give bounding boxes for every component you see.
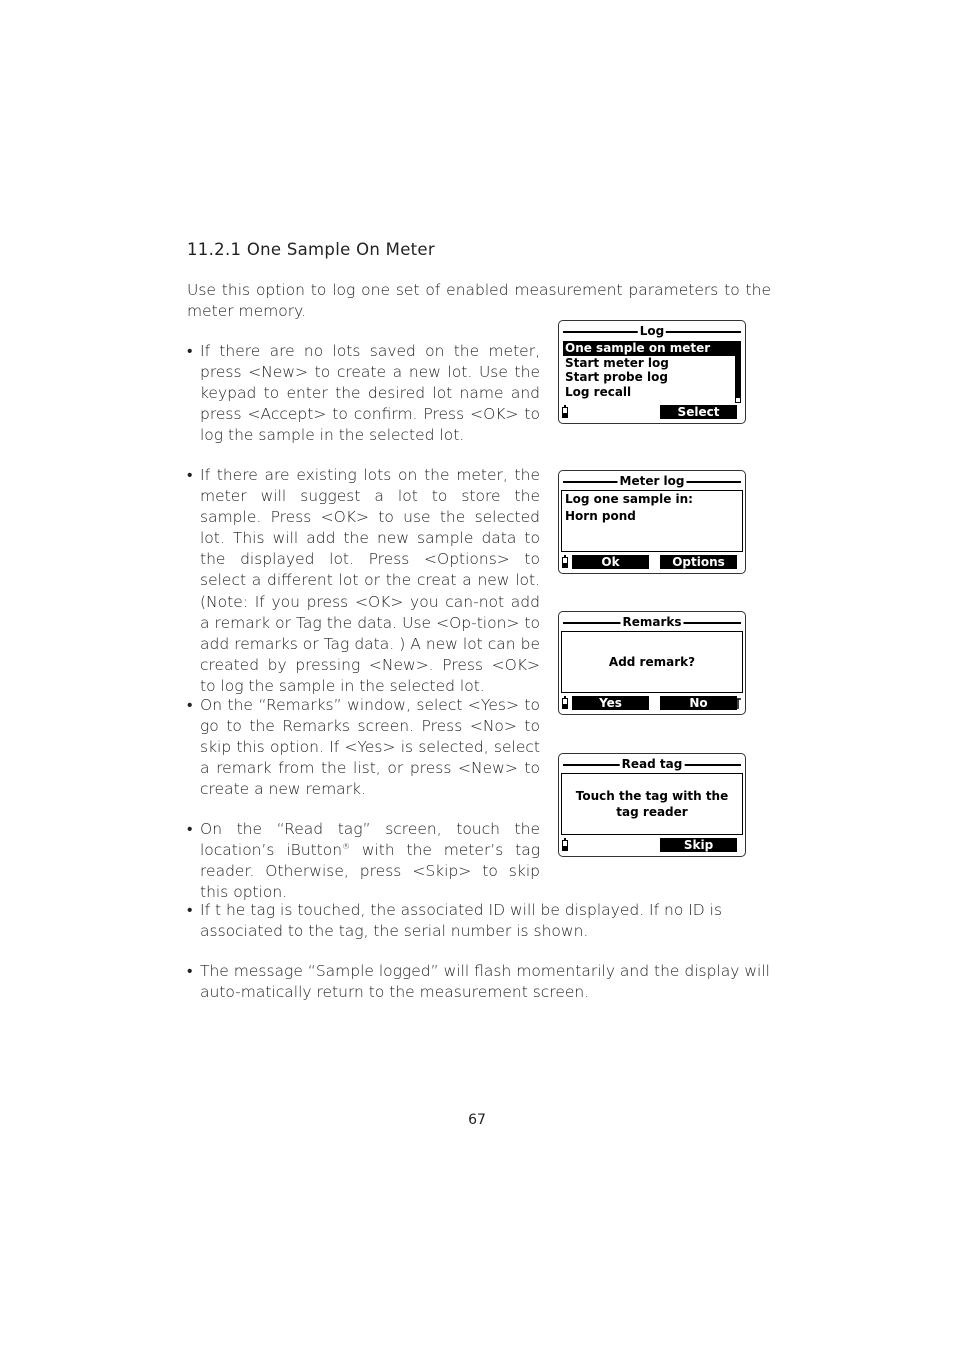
menu-item-start-probe-log[interactable]: Start probe log (565, 370, 668, 384)
bullet-glyph: • (187, 901, 193, 919)
lcd-message: Add remark? (608, 655, 696, 669)
bullet-text-after: with the meter’s tag reader. Otherwise, press <Skip> to skip this option. (200, 841, 540, 902)
bullet-glyph: • (187, 342, 193, 360)
softkey-no[interactable]: No (660, 696, 737, 710)
softkey-select[interactable]: Select (660, 405, 737, 419)
lcd-title-bar (563, 473, 741, 489)
bullet-glyph: • (187, 820, 193, 838)
lcd-log-screen (558, 320, 746, 424)
lcd-title-bar (563, 323, 741, 339)
log-menu-list (563, 341, 735, 399)
lcd-title: Remarks (622, 615, 682, 629)
registered-mark: ® (342, 841, 351, 851)
menu-item-log-recall[interactable]: Log recall (565, 384, 632, 399)
bullet-read-tag (187, 819, 540, 903)
menu-item-start-meter-log[interactable]: Start meter log (565, 355, 669, 370)
bullet-glyph: • (187, 696, 193, 714)
bullet-text: If t he tag is touched, the associated ID will be displayed. If no ID is associated to the tag, the serial number is shown. (200, 901, 723, 941)
lcd-meter-log-screen (558, 470, 746, 574)
lcd-title: Log (639, 324, 665, 338)
intro-paragraph: Use this option to log one set of enabled measurement parameters to the meter memory. (187, 281, 771, 320)
bullet-text: If there are no lots saved on the meter, press <New> to create a new lot. Use the keypad to enter the desired lot name and press <Accept> to confirm. Press <OK> to log the sample in the selected lot. (200, 342, 540, 445)
bullet-text: If there are existing lots on the meter, the meter will suggest a lot to store the sample. Press <OK> to use the selected lot. This will add the new sample data to the displayed lot. Press <Options> to select a different lot or the creat a new lot. (Note: If you press <OK> you can-not add a remark or Tag the data. Use <Op-tion> to add remarks or Tag data. ) A new lot can be created by pressing <New>. Press <OK> to log the sample in the selected lot. (200, 466, 540, 695)
lcd-read-tag-screen (558, 753, 746, 857)
lcd-line: Log one sample in: (565, 492, 693, 506)
probe-icon (734, 698, 742, 710)
menu-item-one-sample[interactable]: One sample on meter (563, 341, 735, 356)
softkey-skip[interactable]: Skip (660, 838, 737, 852)
bullet-text (200, 819, 540, 903)
bullet-text: On the “Remarks” window, select <Yes> to go to the Remarks screen. Press <No> to skip this option. If <Yes> is selected, select a remark from the list, or press <New> to create a new remark. (200, 696, 540, 799)
lcd-title-bar (563, 756, 741, 772)
bullet-glyph: • (187, 466, 193, 484)
bullet-text: The message “Sample logged” will flash momentarily and the display will auto-matically return to the measurement screen. (200, 962, 770, 1002)
page-number: 67 (468, 1112, 486, 1128)
lcd-line: tag reader (616, 805, 688, 819)
lot-name: Horn pond (565, 509, 636, 523)
softkey-ok[interactable]: Ok (572, 555, 649, 569)
lcd-line: Touch the tag with the (575, 789, 729, 803)
lcd-message-box (561, 773, 743, 835)
battery-icon (562, 698, 568, 709)
battery-icon (562, 407, 568, 418)
lcd-message-box (561, 490, 743, 552)
bullet-glyph: • (187, 962, 193, 980)
lcd-message-box (561, 631, 743, 693)
softkey-yes[interactable]: Yes (572, 696, 649, 710)
section-heading: 11.2.1 One Sample On Meter (187, 240, 435, 259)
battery-icon (562, 557, 568, 568)
softkey-options[interactable]: Options (660, 555, 737, 569)
lcd-title-bar (563, 614, 741, 630)
bullet-remarks (187, 695, 540, 800)
bullet-no-lots (187, 341, 540, 446)
bullet-tag-touched (187, 900, 771, 942)
lcd-scrollbar (735, 341, 741, 403)
bullet-existing-lots (187, 465, 540, 697)
lcd-remarks-screen (558, 611, 746, 715)
lcd-title: Read tag (621, 757, 683, 771)
battery-icon (562, 840, 568, 851)
bullet-sample-logged (187, 961, 771, 1003)
lcd-title: Meter log (619, 474, 685, 488)
bullet-text-before: On the “Read tag” screen, touch the location’s iButton (200, 820, 540, 860)
